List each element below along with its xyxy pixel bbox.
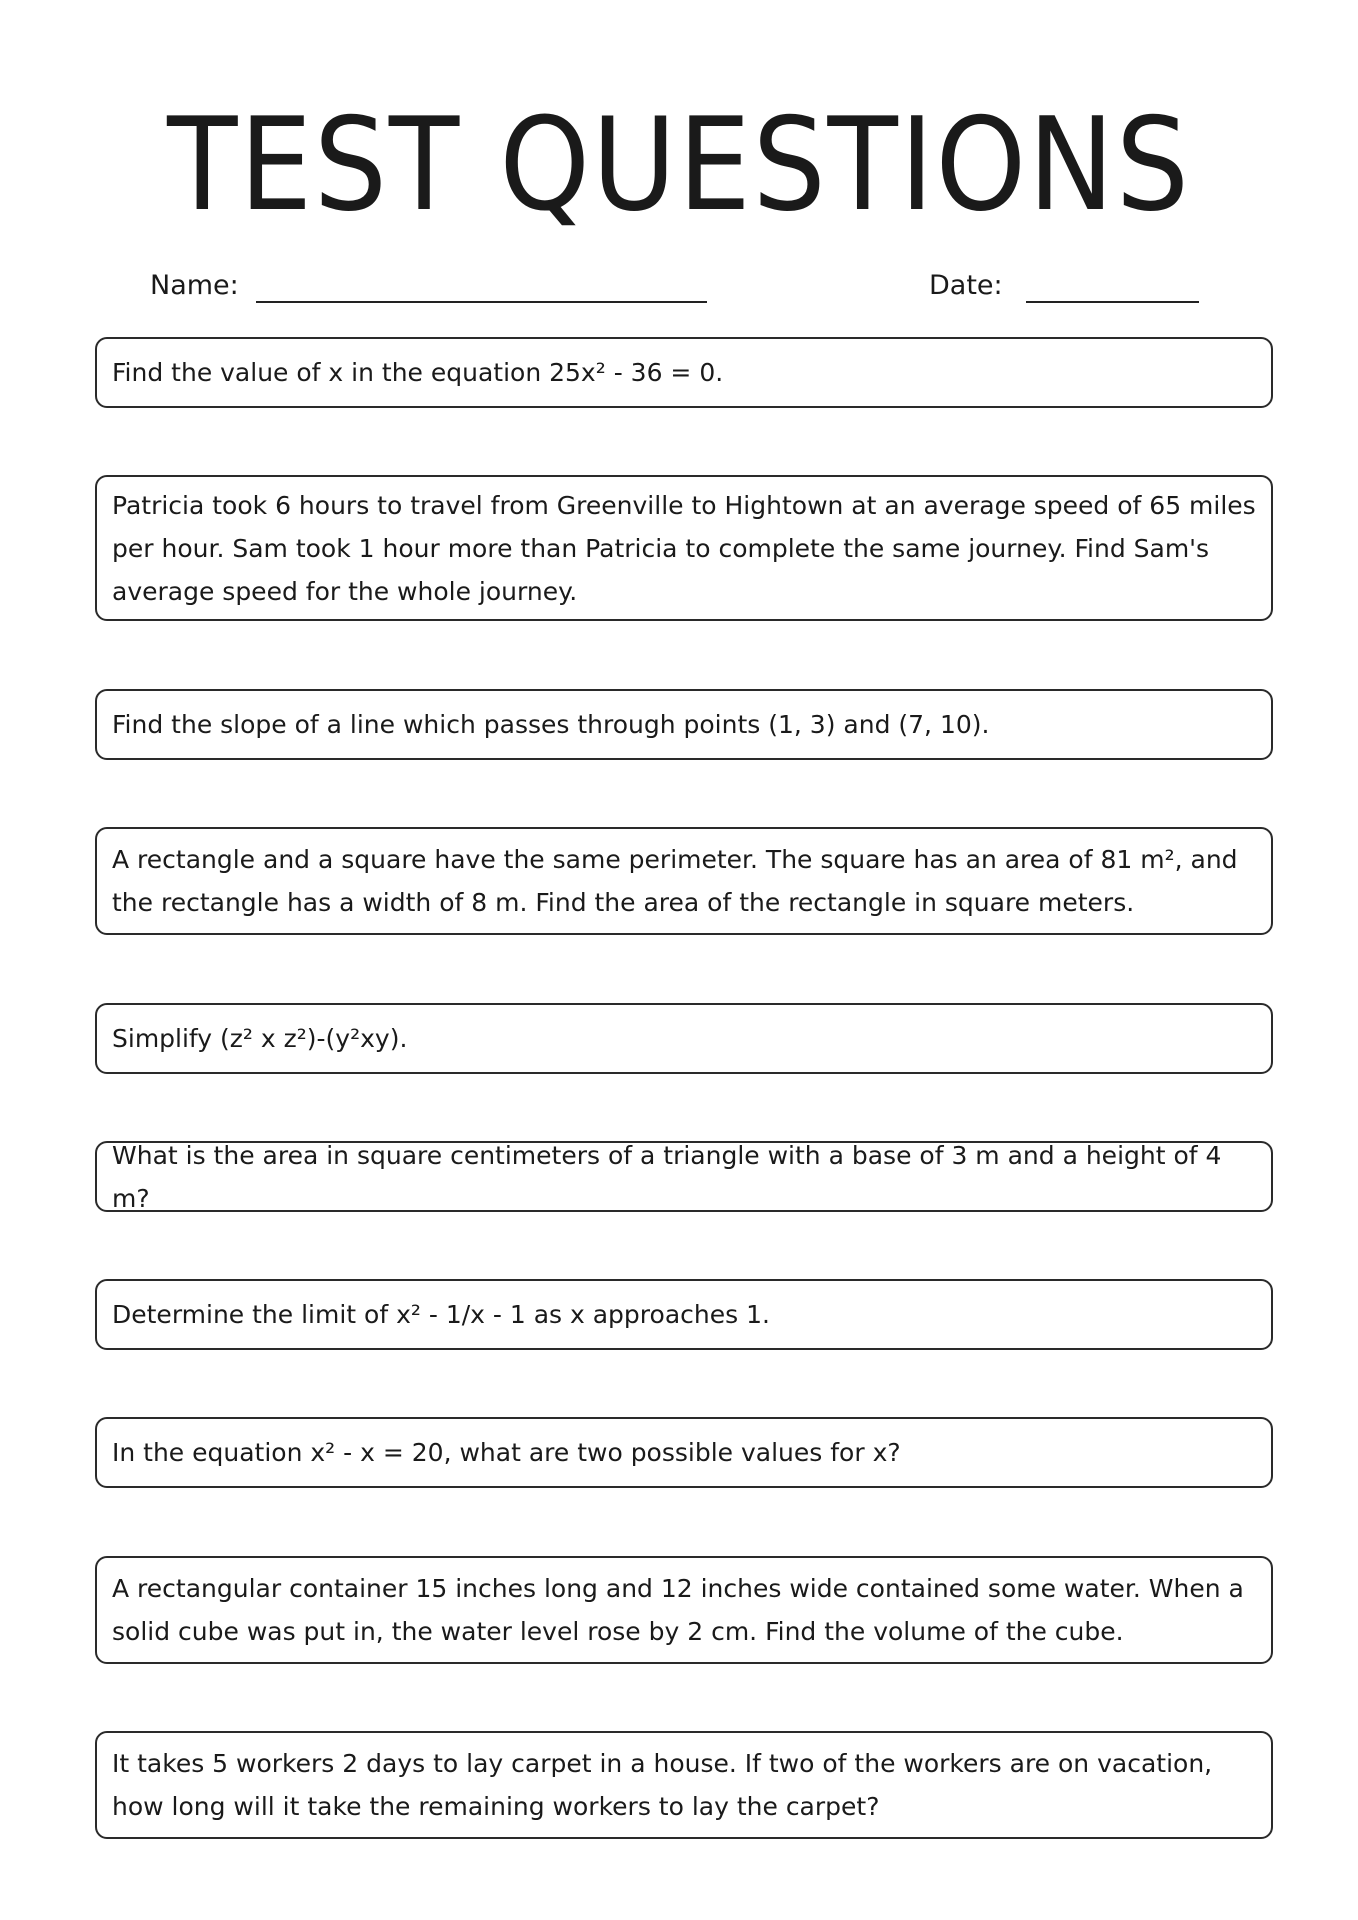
question-box — [95, 475, 1273, 621]
question-text: A rectangle and a square have the same perimeter. The square has an area of 81 m², and the rectangle has a width of 8 m. Find the area of the rectangle in square meters. — [112, 845, 1238, 917]
question-text: A rectangular container 15 inches long and 12 inches wide contained some water. When a solid cube was put in, the water level rose by 2 cm. Find the volume of the cube. — [112, 1574, 1244, 1646]
question-box — [95, 1003, 1273, 1074]
page-title: TEST QUESTIONS — [167, 91, 1191, 240]
question-text: What is the area in square centimeters of a triangle with a base of 3 m and a height of 4 m? — [112, 1140, 1222, 1213]
question-text: Determine the limit of x² - 1/x - 1 as x approaches 1. — [112, 1300, 770, 1329]
question-text: It takes 5 workers 2 days to lay carpet in a house. If two of the workers are on vacation, how long will it take the remaining workers to lay the carpet? — [112, 1749, 1213, 1821]
date-label: Date: — [929, 270, 1003, 301]
name-field-line[interactable] — [256, 301, 707, 303]
question-text: Simplify (z² x z²)-(y²xy). — [112, 1024, 408, 1053]
question-text: Patricia took 6 hours to travel from Greenville to Hightown at an average speed of 65 miles per hour. Sam took 1 hour more than Patricia to complete the same journey. Find Sam's average speed for the whole journey. — [112, 490, 1256, 606]
question-box — [95, 1731, 1273, 1839]
question-box — [95, 1279, 1273, 1350]
question-text: Find the slope of a line which passes through points (1, 3) and (7, 10). — [112, 710, 990, 739]
question-box — [95, 689, 1273, 760]
question-box — [95, 827, 1273, 935]
question-box — [95, 1556, 1273, 1664]
question-box — [95, 1141, 1273, 1212]
question-box — [95, 337, 1273, 408]
name-label: Name: — [150, 270, 239, 301]
date-field-line[interactable] — [1026, 301, 1199, 303]
question-text: In the equation x² - x = 20, what are two possible values for x? — [112, 1438, 901, 1467]
question-text: Find the value of x in the equation 25x² - 36 = 0. — [112, 358, 724, 387]
question-box — [95, 1417, 1273, 1488]
